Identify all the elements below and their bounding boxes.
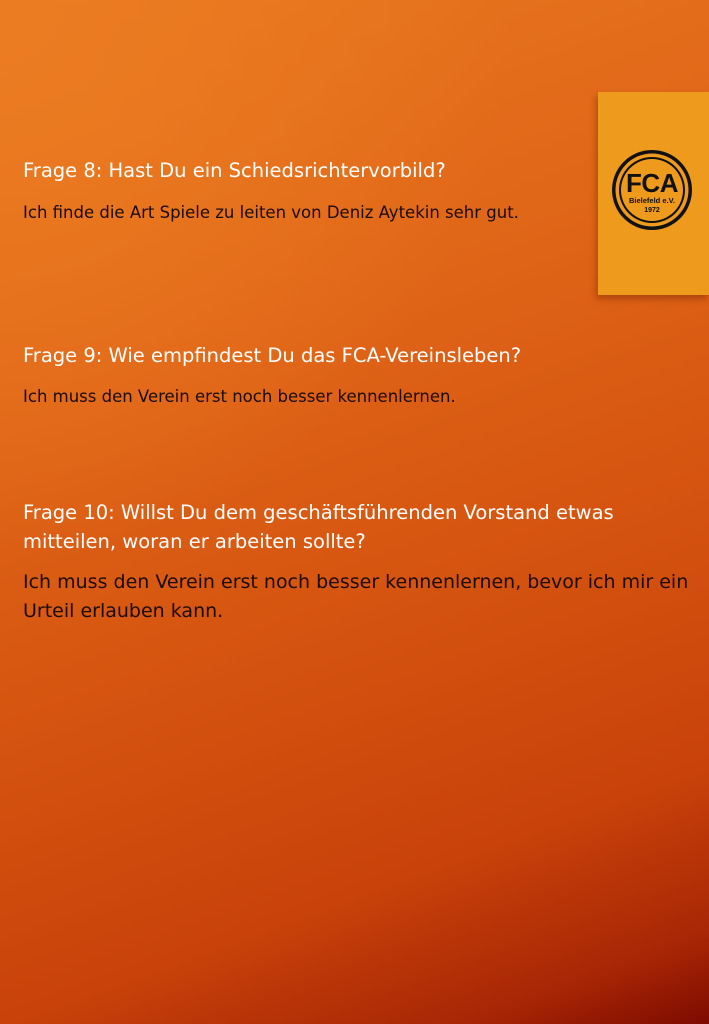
question-10: Frage 10: Willst Du dem geschäftsführenden Vorstand etwas mitteilen, woran er arbeiten sollte? [23, 501, 614, 553]
answer-10: Ich muss den Verein erst noch besser kennenlernen, bevor ich mir ein Urteil erlauben kann. [23, 571, 689, 622]
logo-panel [598, 92, 709, 295]
question-8: Frage 8: Hast Du ein Schiedsrichtervorbild? [23, 159, 446, 182]
logo-name: FCA [626, 168, 678, 198]
question-9: Frage 9: Wie empfindest Du das FCA-Vereinsleben? [23, 344, 522, 367]
qa-block-10 [23, 498, 693, 626]
logo-subtitle: Bielefeld e.V. [629, 196, 675, 205]
fca-logo [610, 148, 694, 232]
answer-9: Ich muss den Verein erst noch besser kennenlernen. [23, 387, 456, 406]
qa-block-8 [23, 157, 583, 226]
logo-year: 1972 [644, 207, 660, 214]
qa-block-9 [23, 342, 623, 410]
answer-8: Ich finde die Art Spiele zu leiten von Deniz Aytekin sehr gut. [23, 203, 519, 222]
